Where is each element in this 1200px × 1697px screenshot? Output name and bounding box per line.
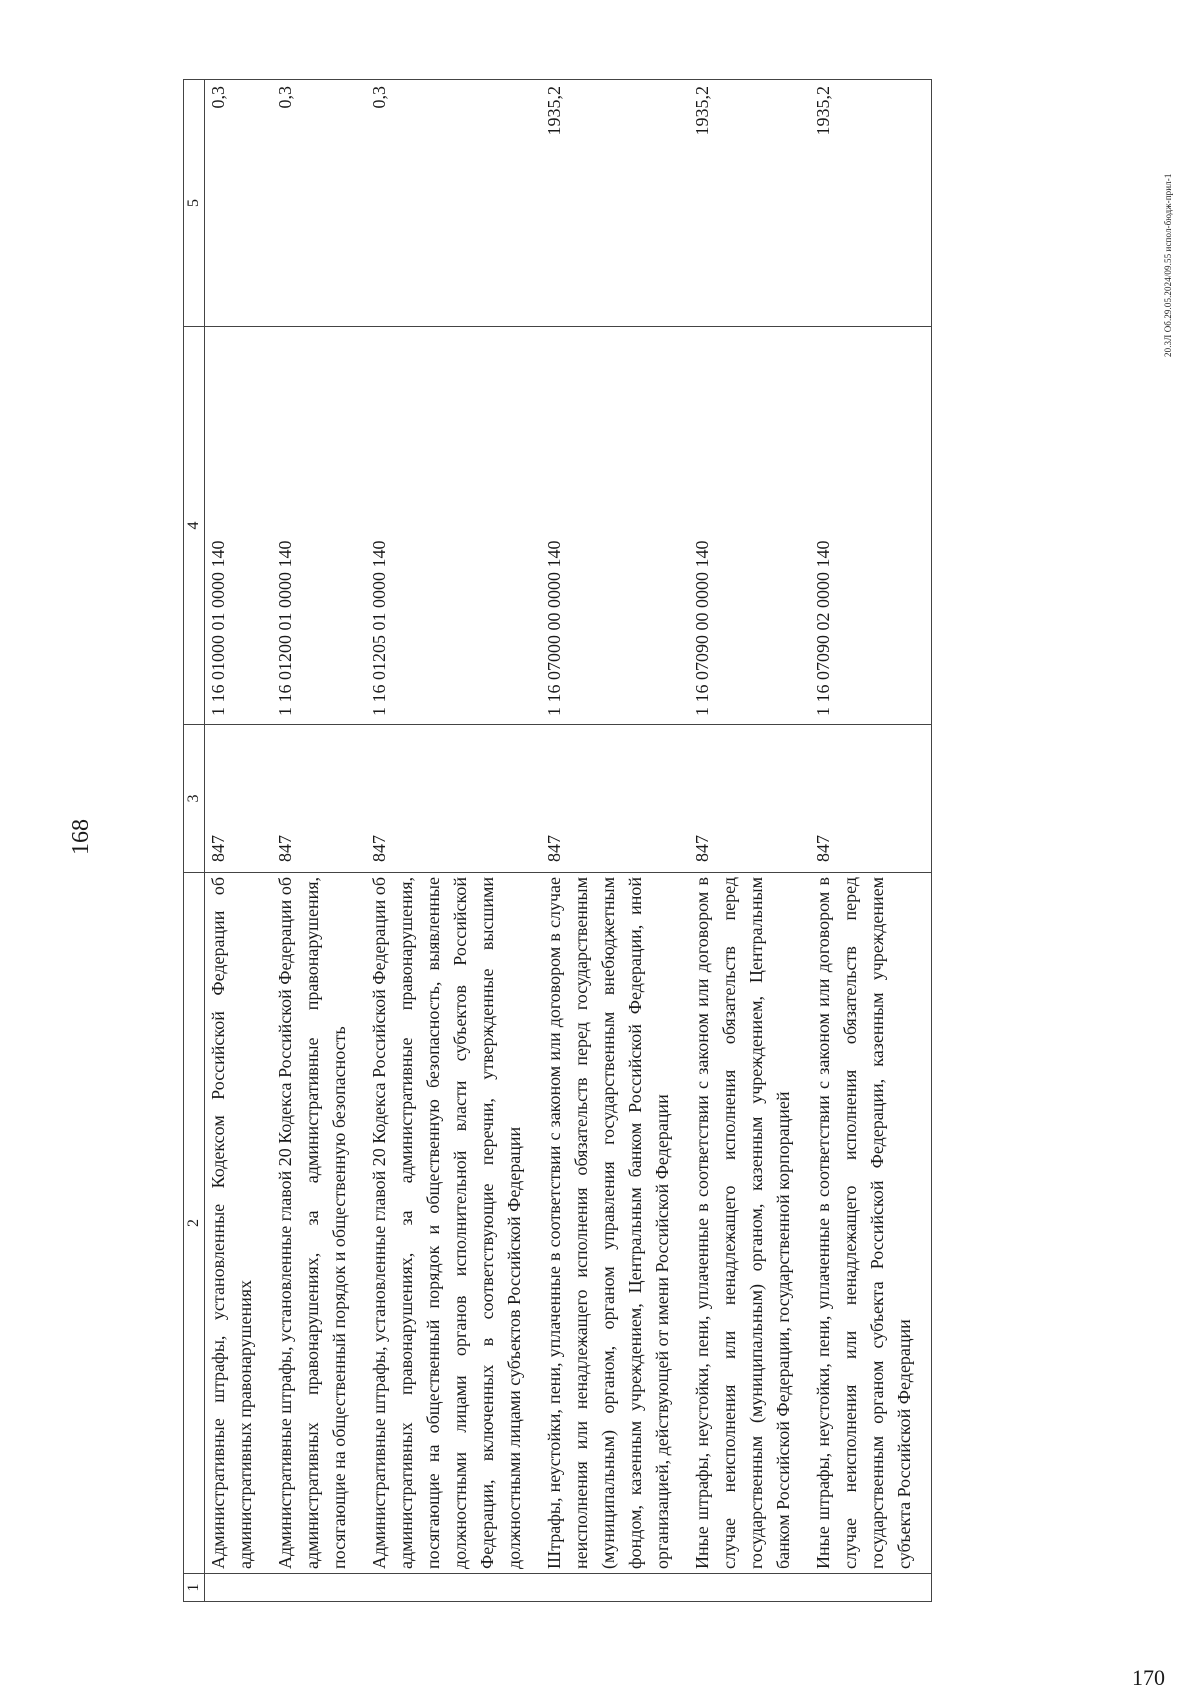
row-number-cell — [689, 1574, 810, 1602]
description-cell: Административные штрафы, установленные главой 20 Кодекса Российской Федерации об административных правонарушениях, за административные правонарушения, посягающие на общественный порядок и общественную безопасность, выявленные должностными лицами органов исполнительной власти субъектов Российской Федерации, включенных в соответствующие перечни, утвержденные высшими должностными лицами субъектов Российской Федерации — [366, 873, 541, 1574]
amount-cell: 0,3 — [205, 80, 273, 327]
row-number-cell — [205, 1574, 273, 1602]
description-cell: Иные штрафы, неустойки, пени, уплаченные в соответствии с законом или договором в случае неисполнения или ненадлежащего исполнения обязательств перед государственным органом субъекта Российской Федерации, казенным учреждением субъекта Российской Федерации — [810, 873, 932, 1574]
revenue-code-cell: 1 16 01205 01 0000 140 — [366, 327, 541, 725]
amount-cell: 1935,2 — [541, 80, 689, 327]
table-row — [541, 80, 689, 1602]
amount-cell: 0,3 — [366, 80, 541, 327]
table-row — [366, 80, 541, 1602]
administrator-code-cell: 847 — [810, 725, 932, 873]
description-cell: Штрафы, неустойки, пени, уплаченные в соответствии с законом или договором в случае неисполнения или ненадлежащего исполнения обязательств перед государственным (муниципальным) органом, органом управления государственным внебюджетным фондом, казенным учреждением, Центральным банком Российской Федерации, иной организацией, действующей от имени Российской Федерации — [541, 873, 689, 1574]
header-row — [184, 80, 205, 1602]
table-row — [272, 80, 366, 1602]
description-cell: Административные штрафы, установленные Кодексом Российской Федерации об административных правонарушениях — [205, 873, 273, 1574]
amount-cell: 1935,2 — [689, 80, 810, 327]
header-col-1: 1 — [184, 1574, 205, 1602]
amount-cell: 1935,2 — [810, 80, 932, 327]
revenue-code-cell: 1 16 01000 01 0000 140 — [205, 327, 273, 725]
description-cell: Административные штрафы, установленные главой 20 Кодекса Российской Федерации об административных правонарушениях, за административные правонарушения, посягающие на общественный порядок и общественную безопасность — [272, 873, 366, 1574]
administrator-code-cell: 847 — [689, 725, 810, 873]
revenue-code-cell: 1 16 07000 00 0000 140 — [541, 327, 689, 725]
administrator-code-cell: 847 — [272, 725, 366, 873]
header-col-4: 4 — [184, 327, 205, 725]
revenue-code-cell: 1 16 07090 02 0000 140 — [810, 327, 932, 725]
administrator-code-cell: 847 — [205, 725, 273, 873]
revenue-code-cell: 1 16 07090 00 0000 140 — [689, 327, 810, 725]
administrator-code-cell: 847 — [541, 725, 689, 873]
table-row — [205, 80, 273, 1602]
table-row — [689, 80, 810, 1602]
budget-table — [183, 79, 932, 1602]
revenue-code-cell: 1 16 01200 01 0000 140 — [272, 327, 366, 725]
table-row — [810, 80, 932, 1602]
row-number-cell — [810, 1574, 932, 1602]
administrator-code-cell: 847 — [366, 725, 541, 873]
sheet-number: 170 — [1132, 1665, 1165, 1690]
row-number-cell — [541, 1574, 689, 1602]
description-cell: Иные штрафы, неустойки, пени, уплаченные в соответствии с законом или договором в случае неисполнения или ненадлежащего исполнения обязательств перед государственным (муниципальным) органом, казенным учреждением, Центральным банком Российской Федерации, государственной корпорацией — [689, 873, 810, 1574]
page-number: 168 — [68, 819, 94, 855]
header-col-5: 5 — [184, 80, 205, 327]
row-number-cell — [366, 1574, 541, 1602]
document-footer-code: 20.3Л Об.29.05.2024/09.55 испол-бюдж-прил-1 — [1163, 173, 1173, 357]
amount-cell: 0,3 — [272, 80, 366, 327]
header-col-2: 2 — [184, 873, 205, 1574]
row-number-cell — [272, 1574, 366, 1602]
header-col-3: 3 — [184, 725, 205, 873]
